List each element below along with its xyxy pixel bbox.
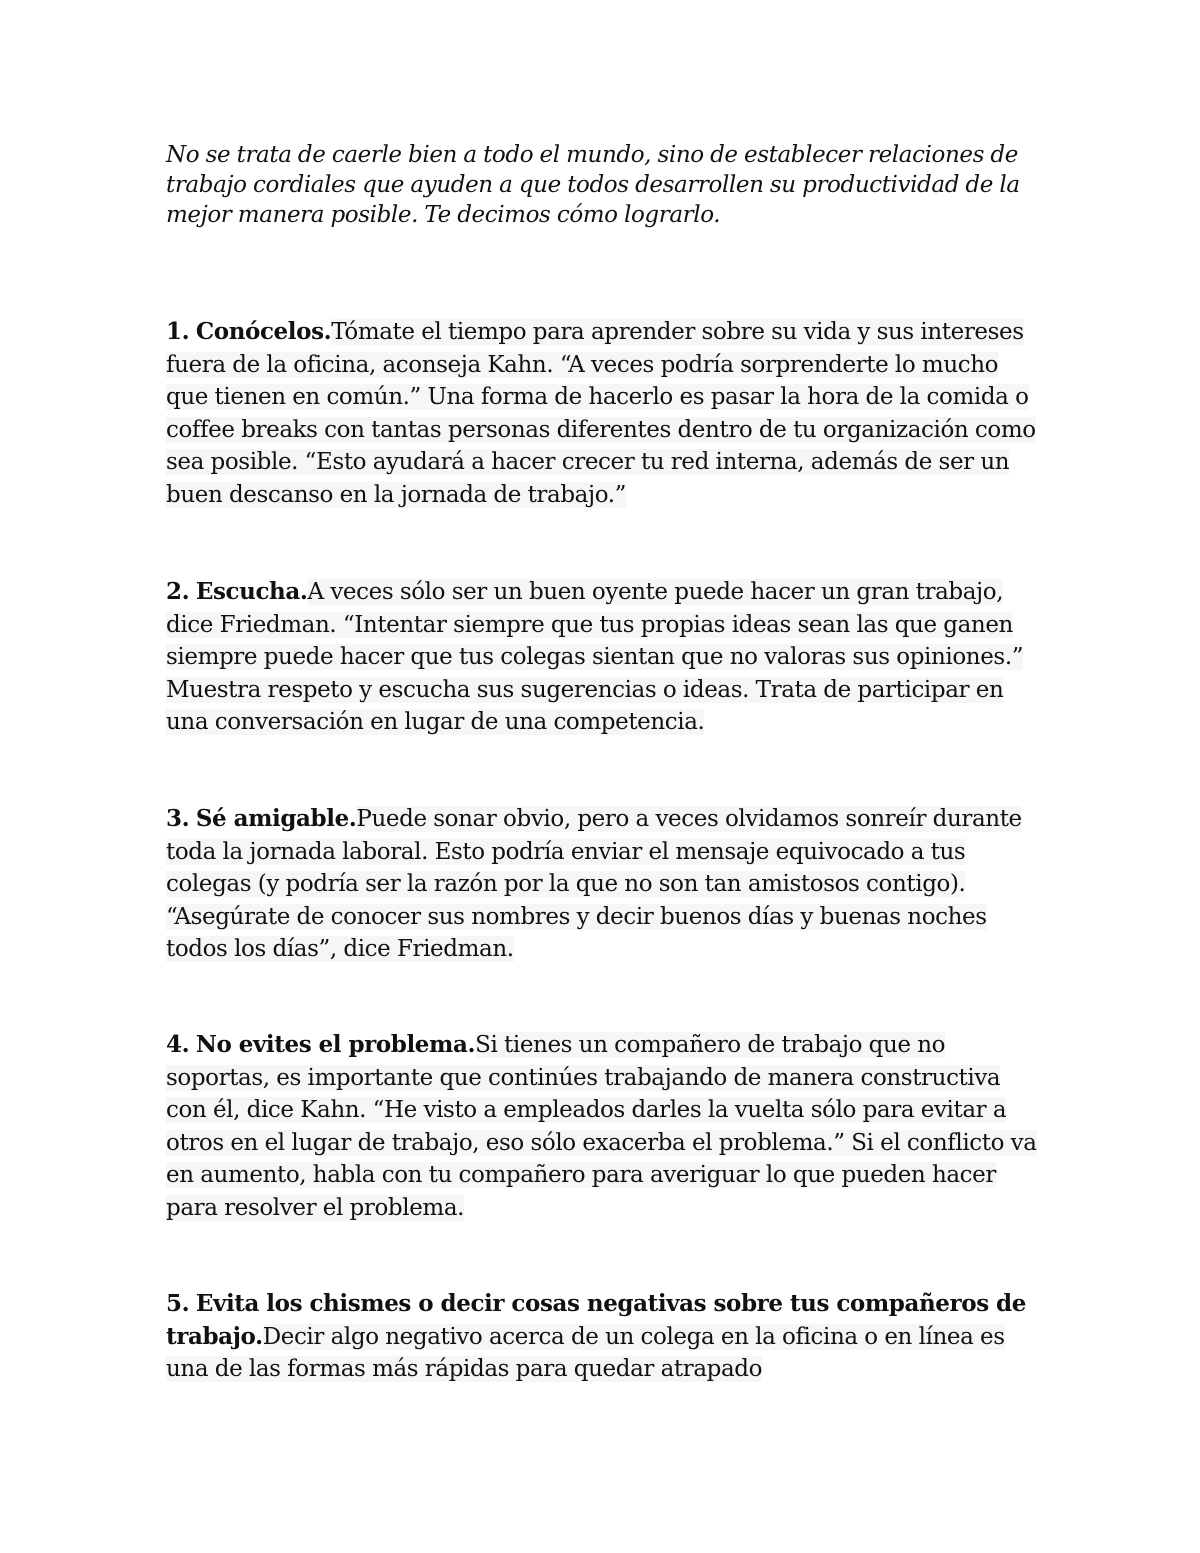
tip-paragraph-3 — [166, 803, 1046, 966]
tip-paragraph-2 — [166, 576, 1046, 739]
tip-number: 1. — [166, 318, 190, 345]
tip-number: 4. — [166, 1031, 190, 1058]
tip-number: 3. — [166, 805, 190, 832]
intro-paragraph — [166, 140, 1046, 230]
tip-title: No evites el problema. — [195, 1031, 476, 1058]
tip-paragraph-1 — [166, 316, 1046, 511]
tip-title: Sé amigable. — [195, 805, 357, 832]
tip-paragraph-4 — [166, 1029, 1046, 1224]
tip-body: A veces sólo ser un buen oyente puede hacer un gran trabajo, dice Friedman. “Intentar siempre que tus propias ideas sean las que ganen siempre puede hacer que tus colegas sientan que no valoras sus opiniones.” Muestra respeto y escucha sus sugerencias o ideas. Trata de participar en una conversación en lugar de una competencia. — [166, 579, 1024, 735]
intro-text: No se trata de caerle bien a todo el mundo, sino de establecer relaciones de trabajo cordiales que ayuden a que todos desarrollen su productividad de la mejor manera posible. Te decimos cómo lograrlo. — [166, 142, 1020, 228]
tip-title: Escucha. — [195, 578, 308, 605]
tip-number: 5. — [166, 1290, 190, 1317]
tip-paragraph-5 — [166, 1288, 1046, 1386]
tip-body: Puede sonar obvio, pero a veces olvidamos sonreír durante toda la jornada laboral. Esto podría enviar el mensaje equivocado a tus colegas (y podría ser la razón por la que no son tan amistosos contigo). “Asegúrate de conocer sus nombres y decir buenos días y buenas noches todos los días”, dice Friedman. — [166, 806, 1022, 962]
tip-body: Si tienes un compañero de trabajo que no soportas, es importante que continúes trabajando de manera constructiva con él, dice Kahn. “He visto a empleados darles la vuelta sólo para evitar a otros en el lugar de trabajo, eso sólo exacerba el problema.” Si el conflicto va en aumento, habla con tu compañero para averiguar lo que pueden hacer para resolver el problema. — [166, 1032, 1037, 1221]
tip-body: Decir algo negativo acerca de un colega en la oficina o en línea es una de las formas más rápidas para quedar atrapado — [166, 1323, 1005, 1382]
tip-title: Conócelos. — [195, 318, 332, 345]
tip-number: 2. — [166, 578, 190, 605]
tip-title: Evita los chismes o decir cosas negativas sobre tus compañeros de trabajo. — [166, 1290, 1026, 1350]
tip-body: Tómate el tiempo para aprender sobre su vida y sus intereses fuera de la oficina, aconseja Kahn. “A veces podría sorprenderte lo mucho que tienen en común.” Una forma de hacerlo es pasar la hora de la comida o coffee breaks con tantas personas diferentes dentro de tu organización como sea posible. “Esto ayudará a hacer crecer tu red interna, además de ser un buen descanso en la jornada de trabajo.” — [166, 319, 1036, 508]
